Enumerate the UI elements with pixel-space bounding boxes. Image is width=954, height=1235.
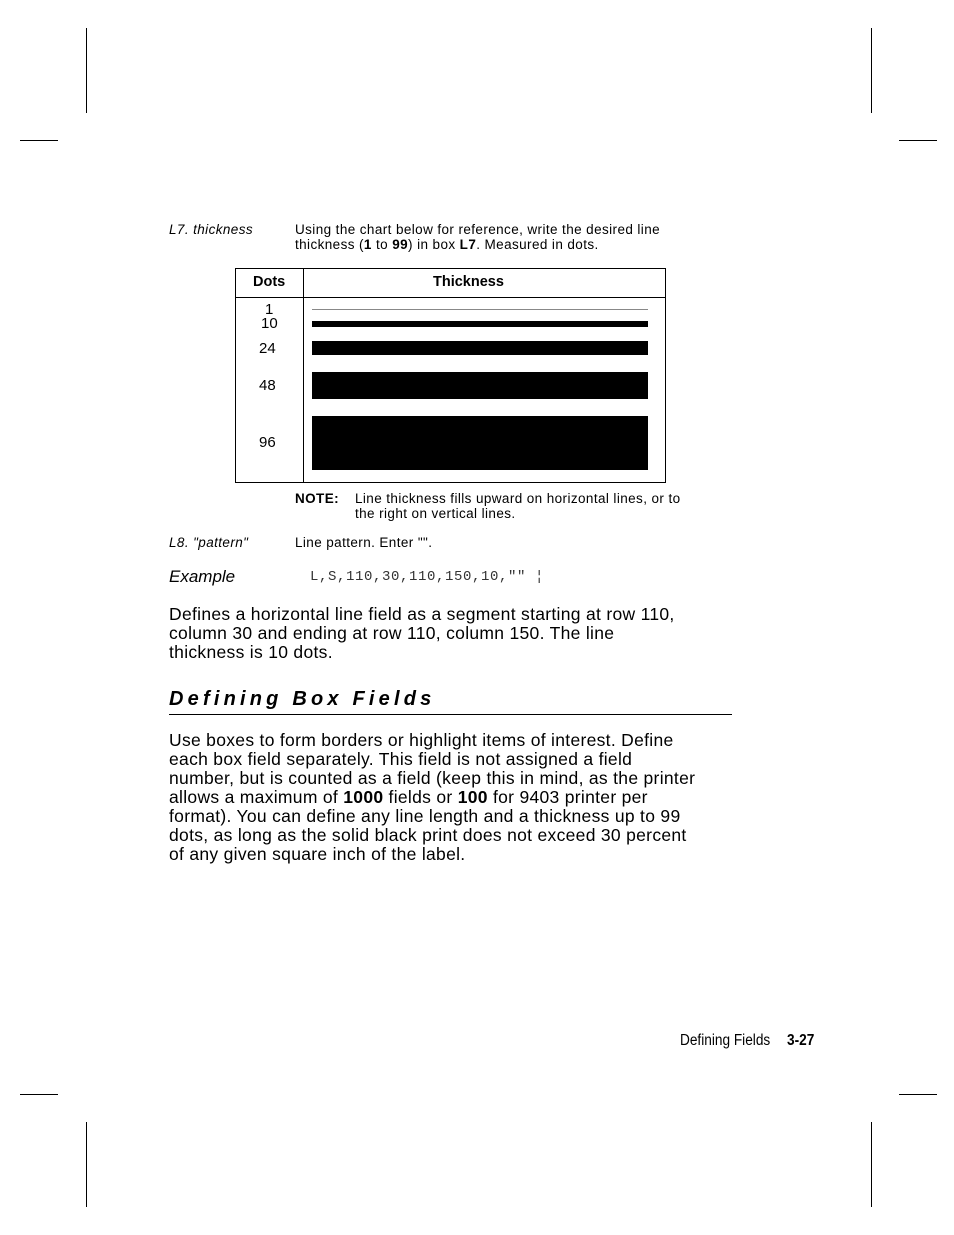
crop-mark [899,140,937,141]
l7-desc-line1: Using the chart below for reference, write the desired line [295,222,661,237]
l8-description: Line pattern. Enter "". [295,535,433,550]
paragraph-line-field: Defines a horizontal line field as a segment starting at row 110, column 30 and ending at row 110, column 150. The line thickness is 10 dots. [169,604,675,662]
l8-term: L8. "pattern" [169,535,249,550]
crop-mark [871,1122,872,1207]
thickness-bar [312,416,648,470]
chart-header-dots: Dots [253,274,286,290]
thickness-bar [312,309,648,310]
heading-rule [169,714,732,715]
chart-divider-horizontal [236,297,665,298]
paragraph-box-fields: Use boxes to form borders or highlight items of interest. Define each box field separately. This field is not assigned a field number, but is counted as a field (keep this in mind, as the printer allows a maximum of 1000 fields or 100 for 9403 printer per format). You can define any line length and a thickness up to 99 dots, as long as the solid black print does not exceed 30 percent of any given square inch of the label. [169,730,696,864]
footer-section-title: Defining Fields [680,1032,771,1049]
crop-mark [86,1122,87,1207]
chart-header-thickness: Thickness [433,274,504,290]
chart-dots-label: 1 [265,301,274,318]
crop-mark [871,28,872,113]
crop-mark [20,1094,58,1095]
example-label: Example [169,567,236,586]
footer-page-number: 3-27 [787,1032,815,1049]
section-heading: Defining Box Fields [169,688,436,710]
chart-dots-label: 48 [259,377,276,394]
thickness-bar [312,341,648,355]
note-text: Line thickness fills upward on horizontal lines, or to the right on vertical lines. [355,491,681,521]
chart-dots-label: 24 [259,340,276,357]
chart-dots-label: 10 [261,315,278,332]
crop-mark [20,140,58,141]
example-code: L,S,110,30,110,150,10,"" ¦ [310,569,545,585]
chart-divider-vertical [303,269,304,482]
l7-desc-line2: thickness (1 to 99) in box L7. Measured in dots. [295,237,599,252]
l7-description [295,222,715,252]
note-label: NOTE: [295,491,339,506]
crop-mark [899,1094,937,1095]
thickness-bar [312,321,648,327]
crop-mark [86,28,87,113]
thickness-bar [312,372,648,399]
l7-term: L7. thickness [169,222,253,237]
chart-dots-label: 96 [259,434,276,451]
